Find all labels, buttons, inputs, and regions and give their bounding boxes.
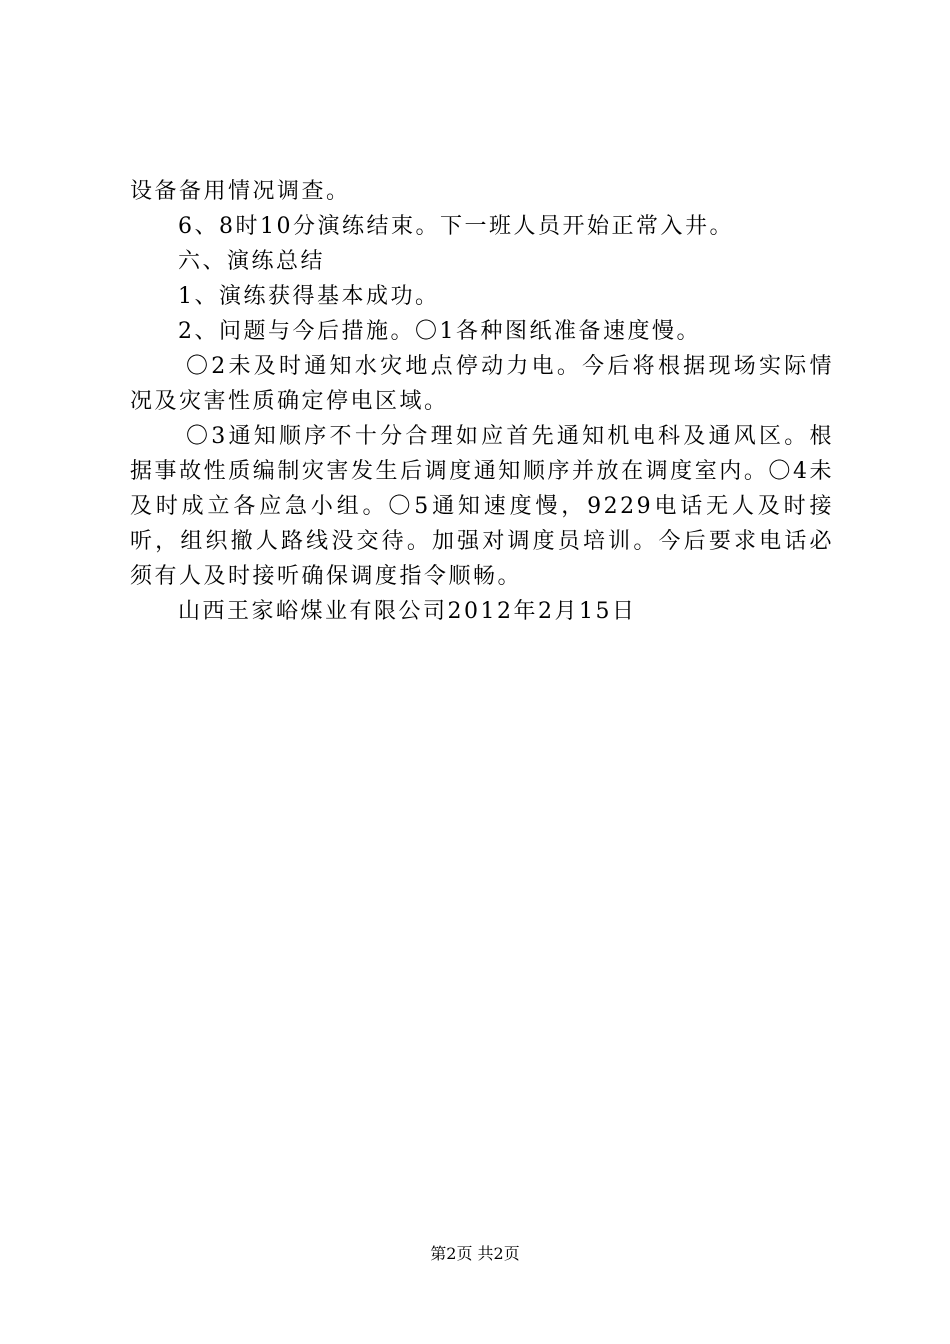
- section-heading-summary: 六、演练总结: [178, 249, 326, 274]
- paragraph-issue-3-5: 〇3通知顺序不十分合理如应首先通知机电科及通风区。根据事故性质编制灾害发生后调度通知顺序并放在调度室内。〇4未及时成立各应急小组。〇5通知速度慢，9229电话无人及时接听，组织撤人路线没交待。加强对调度员培训。今后要求电话必须有人及时接听确保调度指令顺畅。: [130, 424, 834, 589]
- paragraph-issue-2: 〇2未及时通知水灾地点停动力电。今后将根据现场实际情况及灾害性质确定停电区域。: [130, 354, 834, 414]
- page-footer: 第2页 共2页: [430, 1244, 520, 1263]
- document-body: [130, 174, 834, 629]
- paragraph-drill-end: 6、8时10分演练结束。下一班人员开始正常入井。: [178, 214, 734, 239]
- paragraph-summary-1: 1、演练获得基本成功。: [178, 284, 440, 309]
- signature-date-line: 山西王家峪煤业有限公司2012年2月15日: [178, 599, 637, 624]
- paragraph-summary-2: 2、问题与今后措施。〇1各种图纸准备速度慢。: [178, 319, 701, 344]
- paragraph-equipment-survey: 设备备用情况调查。: [130, 179, 351, 204]
